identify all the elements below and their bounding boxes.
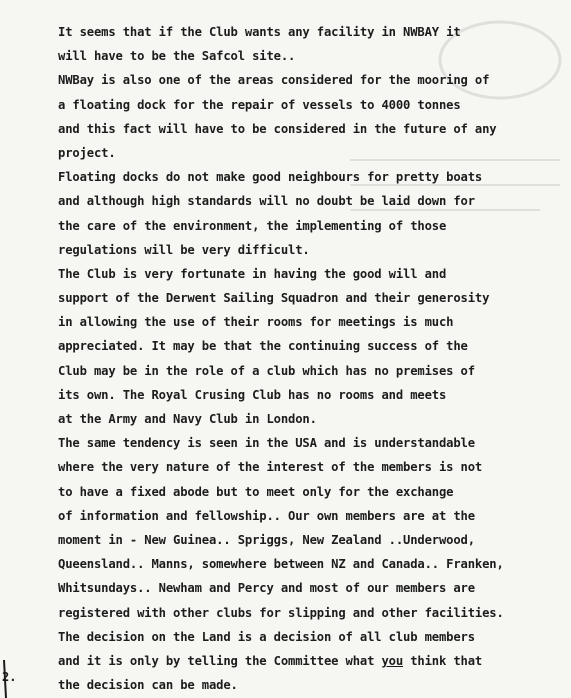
text-line-27-end: think that (403, 653, 483, 668)
underlined-word: you (381, 653, 403, 668)
text-line-24: Whitsundays.. Newham and Percy and most of our members are (58, 581, 475, 596)
text-line-4: a floating dock for the repair of vessels to 4000 tonnes (58, 97, 461, 112)
text-line-26: The decision on the Land is a decision of all club members (58, 629, 475, 644)
text-line-27 (58, 649, 563, 673)
text-line-12: support of the Derwent Sailing Squadron and their generosity (58, 291, 490, 306)
text-line-25: registered with other clubs for slipping and other facilities. (58, 605, 504, 620)
text-line-23: Queensland.. Manns, somewhere between NZ and Canada.. Franken, (58, 557, 504, 572)
text-line-5: and this fact will have to be considered in the future of any (58, 121, 497, 136)
text-line-1: It seems that if the Club wants any facility in NWBAY it (58, 25, 461, 39)
text-line-2: will have to be the Safcol site.. (58, 49, 296, 64)
text-line-7: Floating docks do not make good neighbours for pretty boats (58, 170, 483, 185)
text-line-14: appreciated. It may be that the continuing success of the (58, 339, 468, 354)
page-number-marker (0, 660, 20, 698)
text-line-15: Club may be in the role of a club which has no premises of (58, 363, 475, 378)
text-line-13: in allowing the use of their rooms for meetings is much (58, 315, 454, 330)
document-body (58, 20, 563, 697)
text-line-28: the decision can be made. (58, 678, 238, 693)
text-line-21: of information and fellowship.. Our own members are at the (58, 508, 475, 523)
text-line-19: where the very nature of the interest of the members is not (58, 460, 483, 475)
text-line-8: and although high standards will no doubt be laid down for (58, 194, 475, 209)
text-line-20: to have a fixed abode but to meet only for the exchange (58, 484, 454, 499)
text-line-11: The Club is very fortunate in having the good will and (58, 266, 447, 281)
text-line-17: at the Army and Navy Club in London. (58, 412, 317, 426)
text-line-9: the care of the environment, the implementing of those (58, 218, 447, 233)
text-line-10: regulations will be very difficult. (58, 242, 310, 257)
text-line-22: moment in - New Guinea.. Spriggs, New Zealand ..Underwood, (58, 532, 475, 547)
text-line-18: The same tendency is seen in the USA and is understandable (58, 436, 475, 451)
text-line-16: its own. The Royal Crusing Club has no rooms and meets (58, 387, 447, 402)
text-line-3: NWBay is also one of the areas considered for the mooring of (58, 73, 490, 88)
page-number-text: 2. (2, 670, 17, 684)
text-line-27-start: and it is only by telling the Committee what (58, 653, 382, 668)
text-line-6: project. (58, 145, 116, 160)
